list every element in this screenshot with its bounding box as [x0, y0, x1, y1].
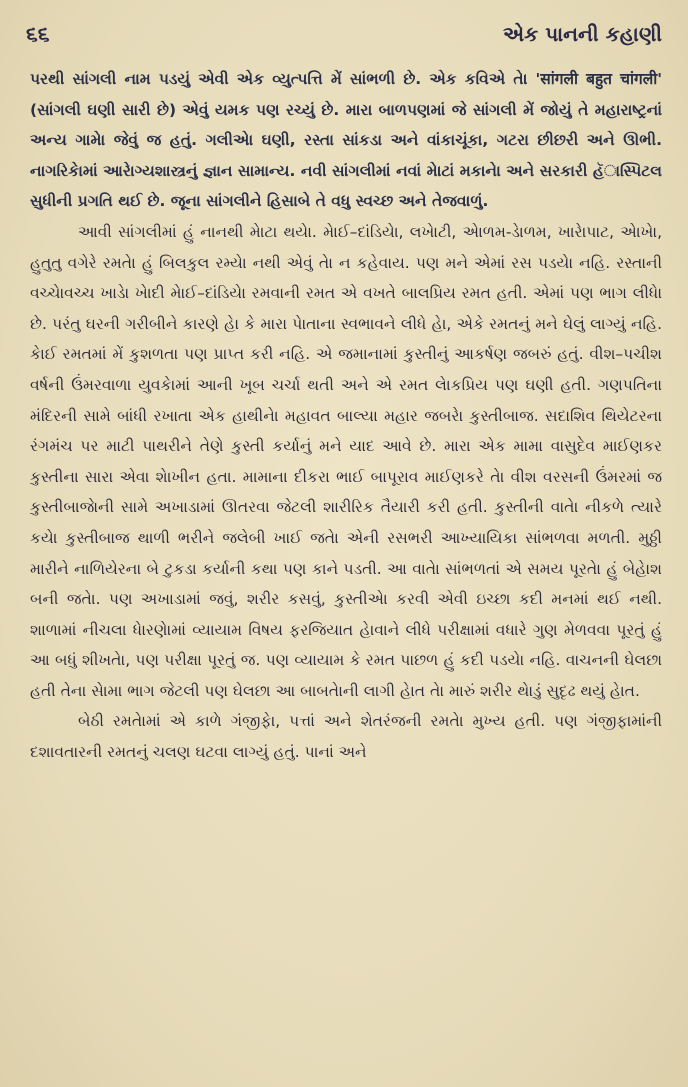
page-header [26, 14, 662, 54]
paragraph-2: આવી સાંગલીમાં હું નાનથી મેાટા થયેા. મેાઈ–દાંડિયેા, લખેાટી, એાળમ-ડેાળમ, ખારેાપાટ, એાખેા, હુતુતુ વગેરે રમતેા હું બિલકુલ રમ્યેા નથી એવું તેા ન કહેવાય. પણ મને એમાં રસ પડયેા નહિ. રસ્તાની વચ્ચેાવચ્ચ ખાડેા ખેાદી મેાઈ–દાંડિયેા રમવાની રમત એ વખતે બાલપ્રિય રમત હતી. એમાં પણ ભાગ લીધેા છે. પરંતુ ઘરની ગરીબીને કારણે હેા કે મારા પેાતાના સ્વભાવને લીધે હેા, એકે રમતનું મને ઘેલું લાગ્યું નહિ. કેાઈ રમતમાં મેં કુશળતા પણ પ્રાપ્ત કરી નહિ. એ જમાનામાં કુસ્તીનું આકર્ષણ જબરું હતું. વીશ–પચીશ વર્ષની ઉંમરવાળા યુવકેામાં આની ખૂબ ચર્ચા થતી અને એ રમત લેાકપ્રિય પણ ઘણી હતી. ગણપતિના મંદિરની સામે બાંધી રખાતા એક હાથીનેા મહાવત બાલ્યા મહાર જબરેા કુસ્તીબાજ. સદાશિવ થિયેટરના રંગમંચ પર માટી પાથરીને તેણે કુસ્તી કર્યાનું મને યાદ આવે છે. મારા એક મામા વાસુદેવ માઈણકર કુસ્તીના સારા એવા શેાખીન હતા. મામાના દીકરા ભાઈ બાપૂરાવ માઈણકરે તેા વીશ વરસની ઉંમરમાં જ કુસ્તીબાજેાની સામે અખાડામાં ઊતરવા જેટલી શારીરિક તૈયારી કરી હતી. કુસ્તીની વાતેા નીકળે ત્યારે કયેા કુસ્તીબાજ થાળી ભરીને જલેબી ખાઈ જતેા એની રસભરી આખ્યાયિકા સાંભળવા મળતી. મુઠ્ઠી મારીને નાળિયેરના બે ટુકડા કર્યાની કથા પણ કાને પડતી. આ વાતેા સાંભળતાં એ સમય પૂરતેા હું બેહેાશ બની જતેા. પણ અખાડામાં જવું, શરીર કસવું, કુસ્તીએા કરવી એવી ઇચ્છા કદી મનમાં થઈ નથી. શાળામાં નીચલા ધેારણેામાં વ્યાયામ વિષય ફરજિયાત હેાવાને લીધે પરીક્ષામાં વધારે ગુણ મેળવવા પૂરતું હું આ બધું શીખતેા, પણ પરીક્ષા પૂરતું જ. પણ વ્યાયામ કે રમત પાછળ હું કદી પડયેા નહિ. વાચનની ઘેલછા હતી તેના સેામા ભાગ જેટલી પણ ઘેલછા આ બાબતેાની લાગી હેાત તેા મારું શરીર થેાડું સુદૃઢ થયું હેાત. [30, 222, 662, 700]
paragraph-3: બેઠી રમતેામાં એ કાળે ગંજીફેા, પત્તાં અને શેતરંજની રમતેા મુખ્ય હતી. પણ ગંજીફામાંની દશાવતારની રમતનું ચલણ ઘટવા લાગ્યું હતું. પાનાં અને [30, 712, 662, 762]
body-text [30, 64, 662, 768]
running-head: એક પાનની કહાણી [503, 22, 662, 46]
paragraph-1: પરથી સાંગલી નામ પડયું એવી એક વ્યુત્પત્તિ મેં સાંભળી છે. એક કવિએ તેા 'सांगली बहुत चांगली' (સાંગલી ઘણી સારી છે) એવું યમક પણ રચ્યું છે. મારા બાળપણમાં જે સાંગલી મેં જોયું તે મહારાષ્ટ્રનાં અન્ય ગામેા જેવું જ હતું. ગલીએા ઘણી, રસ્તા સાંકડા અને વાંકાચૂંકા, ગટરા છીછરી અને ઊભી. નાગરિકેામાં આરેાગ્યશાસ્ત્રનું જ્ઞાન સામાન્ય. નવી સાંગલીમાં નવાં મેાટાં મકાનેા અને સરકારી હૅાસ્પિટલ સુધીની પ્રગતિ થઈ છે. જૂના સાંગલીને હિસાબે તે વધુ સ્વચ્છ અને તેજવાળું. [30, 70, 662, 211]
page-number: ૬૬ [26, 21, 50, 46]
